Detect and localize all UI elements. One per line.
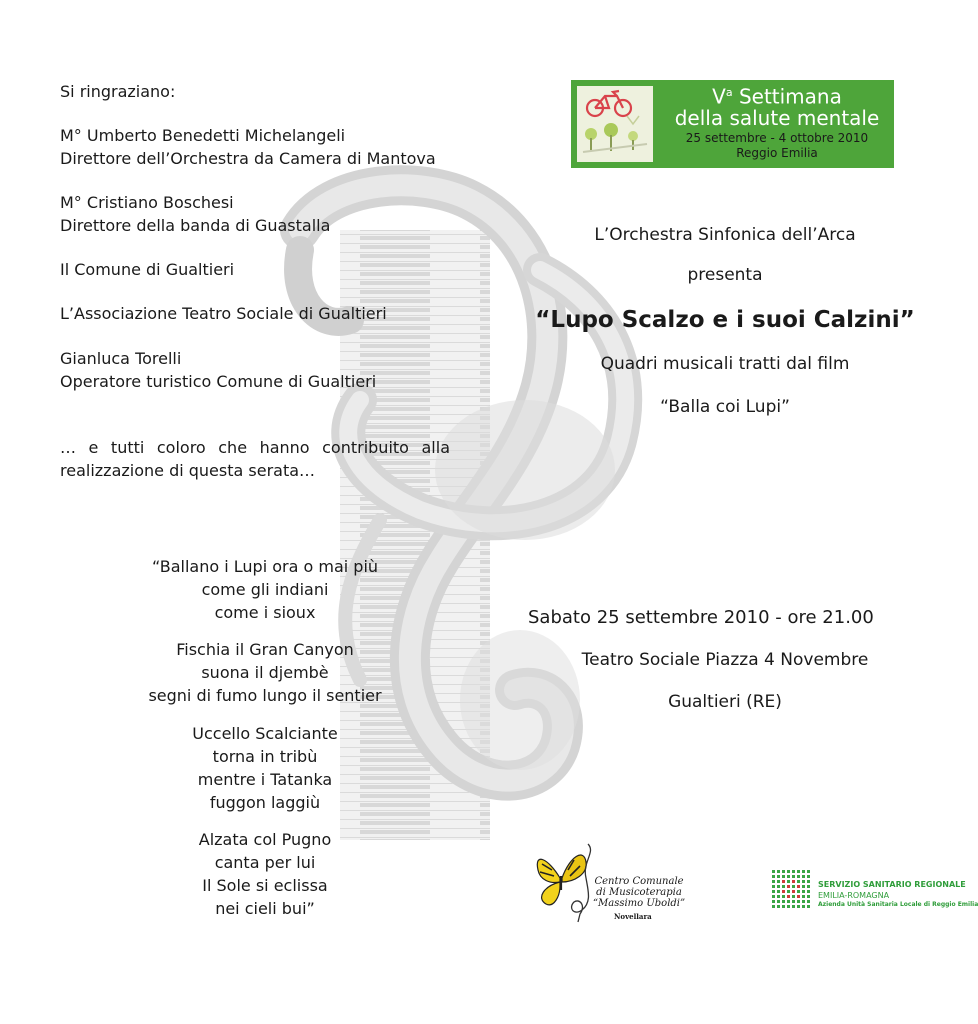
grid-dot xyxy=(797,870,800,873)
butterfly-treble-clef-icon xyxy=(530,838,594,924)
music-therapy-city: Novellara xyxy=(614,912,652,921)
music-therapy-line: “Massimo Uboldi” xyxy=(592,898,686,909)
banner-city: Reggio Emilia xyxy=(736,145,818,160)
poem-line: canta per lui xyxy=(214,853,316,872)
music-therapy-name xyxy=(592,876,686,909)
grid-dot xyxy=(772,885,775,888)
event-banner xyxy=(571,80,894,168)
thanks-entry xyxy=(60,302,387,325)
grid-dot xyxy=(797,890,800,893)
grid-dot xyxy=(777,885,780,888)
banner-title-sup: a xyxy=(725,86,733,99)
grid-dot xyxy=(782,870,785,873)
music-therapy-line: Centro Comunale xyxy=(594,876,684,887)
grid-dot xyxy=(797,900,800,903)
poem-stanza xyxy=(100,638,430,707)
grid-dot xyxy=(782,905,785,908)
grid-dot xyxy=(777,870,780,873)
grid-dot xyxy=(807,880,810,883)
grid-dot xyxy=(787,890,790,893)
grid-dot xyxy=(792,890,795,893)
grid-dot xyxy=(782,890,785,893)
grid-dot xyxy=(807,905,810,908)
grid-dot xyxy=(772,905,775,908)
event-subtitle: Quadri musicali tratti dal film xyxy=(600,354,850,374)
poem-line: Alzata col Pugno xyxy=(198,830,332,849)
grid-dot xyxy=(802,870,805,873)
grid-dot xyxy=(807,900,810,903)
health-service-agency: Azienda Unità Sanitaria Locale di Reggio Emilia xyxy=(818,901,978,908)
grid-dot xyxy=(782,880,785,883)
poem-stanza xyxy=(100,828,430,920)
banner-title-prefix: V xyxy=(712,84,726,109)
grid-dot xyxy=(772,875,775,878)
music-therapy-logo xyxy=(530,838,690,928)
dot-grid-icon xyxy=(772,870,812,910)
grid-dot xyxy=(777,895,780,898)
poem-line: segni di fumo lungo il sentier xyxy=(148,686,382,705)
grid-dot xyxy=(782,875,785,878)
grid-dot xyxy=(772,870,775,873)
grid-dot xyxy=(782,885,785,888)
thanks-entry-name: Gianluca Torelli xyxy=(60,349,182,368)
thanks-title: Si ringraziano: xyxy=(60,82,176,101)
banner-title xyxy=(663,82,891,108)
health-service-logo xyxy=(772,868,978,914)
poem-line: “Ballano i Lupi ora o mai più xyxy=(151,557,379,576)
event-presents: presenta xyxy=(687,265,763,285)
grid-dot xyxy=(797,885,800,888)
grid-dot xyxy=(772,880,775,883)
grid-dot xyxy=(777,890,780,893)
poem-line: come gli indiani xyxy=(201,580,329,599)
poem-stanza xyxy=(100,555,430,624)
bicycle-illustration-icon xyxy=(577,86,653,162)
banner-subtitle: della salute mentale xyxy=(674,105,880,130)
grid-dot xyxy=(787,870,790,873)
banner-title-word: Settimana xyxy=(738,84,842,109)
thanks-entry-name: Il Comune di Gualtieri xyxy=(60,260,235,279)
grid-dot xyxy=(792,870,795,873)
grid-dot xyxy=(807,875,810,878)
grid-dot xyxy=(802,900,805,903)
thanks-entry xyxy=(60,258,234,281)
grid-dot xyxy=(807,885,810,888)
thanks-entry-name: M° Cristiano Boschesi xyxy=(60,193,234,212)
thanks-entry-name: L’Associazione Teatro Sociale di Gualtieri xyxy=(60,304,387,323)
banner-text xyxy=(663,82,891,161)
poem-line: fuggon laggiù xyxy=(209,793,321,812)
grid-dot xyxy=(792,885,795,888)
grid-dot xyxy=(777,875,780,878)
grid-dot xyxy=(772,900,775,903)
grid-dot xyxy=(787,875,790,878)
thanks-entry xyxy=(60,191,330,237)
thanks-entry-role: Operatore turistico Comune di Gualtieri xyxy=(60,372,377,391)
grid-dot xyxy=(797,880,800,883)
grid-dot xyxy=(802,890,805,893)
poem-line: suona il djembè xyxy=(201,663,329,682)
grid-dot xyxy=(792,880,795,883)
grid-dot xyxy=(792,905,795,908)
grid-dot xyxy=(782,895,785,898)
poem-line: come i sioux xyxy=(214,603,316,622)
thanks-entry-role: Direttore dell’Orchestra da Camera di Mantova xyxy=(60,149,436,168)
grid-dot xyxy=(792,900,795,903)
thanks-entry-role: Direttore della banda di Guastalla xyxy=(60,216,331,235)
grid-dot xyxy=(802,895,805,898)
poem-line: Il Sole si eclissa xyxy=(202,876,328,895)
grid-dot xyxy=(772,890,775,893)
grid-dot xyxy=(797,895,800,898)
poem-line: torna in tribù xyxy=(212,747,318,766)
poem-stanza xyxy=(100,722,430,814)
grid-dot xyxy=(807,895,810,898)
thanks-entry xyxy=(60,347,376,393)
grid-dot xyxy=(797,875,800,878)
banner-dates: 25 settembre - 4 ottobre 2010 xyxy=(685,130,869,145)
grid-dot xyxy=(797,905,800,908)
event-town: Gualtieri (RE) xyxy=(668,692,782,712)
poem-line: Fischia il Gran Canyon xyxy=(176,640,354,659)
event-venue: Teatro Sociale Piazza 4 Novembre xyxy=(581,650,869,670)
grid-dot xyxy=(787,885,790,888)
poem-line: nei cieli bui” xyxy=(215,899,315,918)
poem-line: Uccello Scalciante xyxy=(192,724,338,743)
grid-dot xyxy=(777,900,780,903)
health-service-title: SERVIZIO SANITARIO REGIONALE xyxy=(818,880,966,889)
grid-dot xyxy=(782,900,785,903)
grid-dot xyxy=(802,875,805,878)
event-film-title: “Balla coi Lupi” xyxy=(660,397,790,417)
grid-dot xyxy=(807,870,810,873)
music-therapy-line: di Musicoterapia xyxy=(596,887,682,898)
event-organizer: L’Orchestra Sinfonica dell’Arca xyxy=(594,225,856,245)
poem-line: mentre i Tatanka xyxy=(197,770,333,789)
grid-dot xyxy=(792,895,795,898)
grid-dot xyxy=(792,875,795,878)
event-date: Sabato 25 settembre 2010 - ore 21.00 xyxy=(528,607,874,628)
grid-dot xyxy=(802,880,805,883)
thanks-entry xyxy=(60,124,436,170)
grid-dot xyxy=(772,895,775,898)
health-service-region: EMILIA-ROMAGNA xyxy=(818,891,890,900)
thanks-entry-name: M° Umberto Benedetti Michelangeli xyxy=(60,126,346,145)
grid-dot xyxy=(787,880,790,883)
grid-dot xyxy=(802,885,805,888)
thanks-closing: … e tutti coloro che hanno contribuito alla realizzazione di questa serata… xyxy=(60,438,450,480)
grid-dot xyxy=(802,905,805,908)
event-title: “Lupo Scalzo e i suoi Calzini” xyxy=(535,307,915,333)
grid-dot xyxy=(787,905,790,908)
grid-dot xyxy=(777,880,780,883)
grid-dot xyxy=(787,895,790,898)
grid-dot xyxy=(777,905,780,908)
grid-dot xyxy=(807,890,810,893)
grid-dot xyxy=(787,900,790,903)
